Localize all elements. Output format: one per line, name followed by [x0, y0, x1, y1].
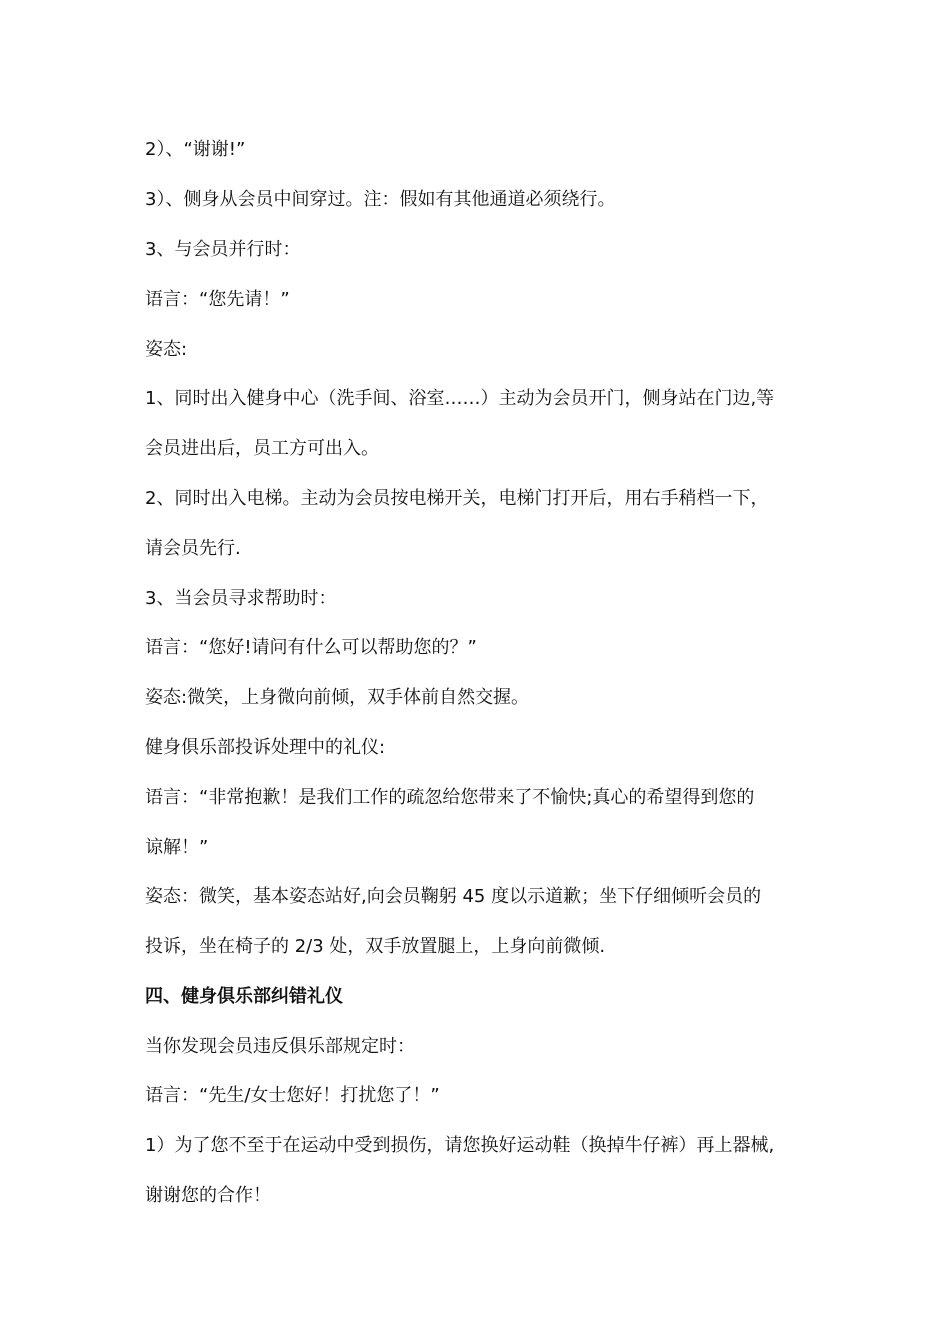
- text-line: 3、当会员寻求帮助时：: [145, 588, 337, 609]
- text-line: 3、与会员并行时：: [145, 239, 301, 260]
- text-line: 谢谢您的合作！: [145, 1185, 271, 1206]
- text-line: 投诉，坐在椅子的 2/3 处，双手放置腿上，上身向前微倾.: [145, 936, 606, 957]
- text-line: 2）、“谢谢!”: [145, 139, 246, 160]
- text-line: 3）、侧身从会员中间穿过。注：假如有其他通道必须绕行。: [145, 189, 616, 210]
- text-line: 请会员先行.: [145, 538, 241, 559]
- section-heading: 四、健身俱乐部纠错礼仪: [145, 986, 343, 1007]
- text-line: 1）为了您不至于在运动中受到损伤，请您换好运动鞋（换掉牛仔裤）再上器械,: [145, 1135, 775, 1156]
- text-line: 语言：“您好!请问有什么可以帮助您的？”: [145, 637, 477, 658]
- text-line: 姿态:微笑，上身微向前倾，双手体前自然交握。: [145, 687, 530, 708]
- text-line: 健身俱乐部投诉处理中的礼仪:: [145, 737, 386, 758]
- text-line: 谅解！”: [145, 837, 209, 858]
- text-line: 语言：“非常抱歉！是我们工作的疏忽给您带来了不愉快;真心的希望得到您的: [145, 787, 755, 808]
- text-line: 会员进出后，员工方可出入。: [145, 438, 379, 459]
- text-line: 语言：“先生/女士您好！打扰您了！”: [145, 1085, 440, 1106]
- text-line: 姿态：微笑，基本姿态站好,向会员鞠躬 45 度以示道歉；坐下仔细倾听会员的: [145, 886, 762, 907]
- text-line: 2、同时出入电梯。主动为会员按电梯开关，电梯门打开后，用右手稍档一下，: [145, 488, 769, 509]
- text-line: 当你发现会员违反俱乐部规定时：: [145, 1036, 415, 1057]
- text-line: 1、同时出入健身中心（洗手间、浴室……）主动为会员开门，侧身站在门边,等: [145, 388, 775, 409]
- text-line: 姿态:: [145, 339, 188, 360]
- text-line: 语言：“您先请！”: [145, 289, 290, 310]
